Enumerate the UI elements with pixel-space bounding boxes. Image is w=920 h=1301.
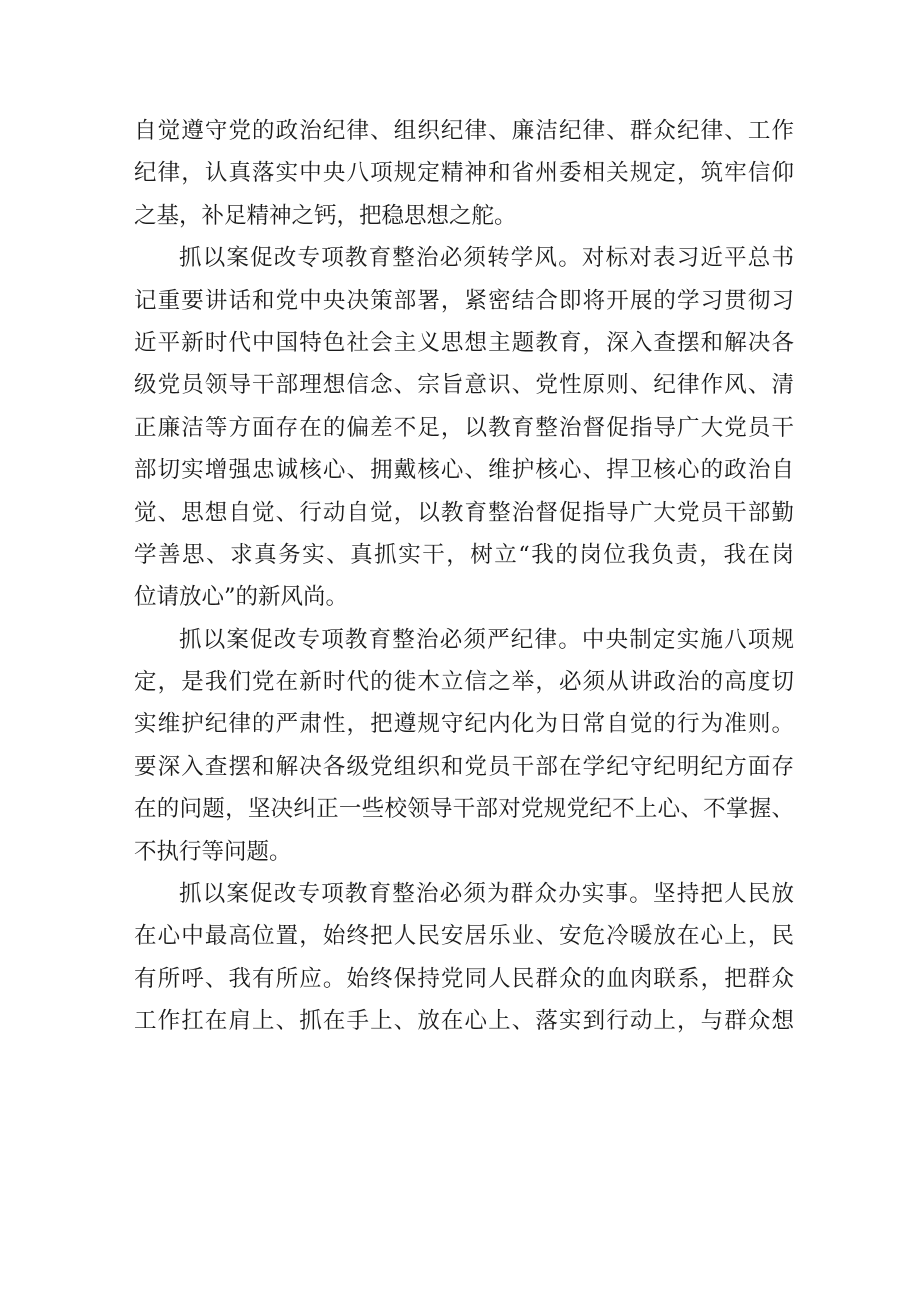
text-line: 自觉遵守党的政治纪律、组织纪律、廉洁纪律、群众纪律、工作 [134, 118, 794, 144]
text-line: 正廉洁等方面存在的偏差不足，以教育整治督促指导广大党员干 [134, 414, 794, 441]
text-line: 要深入查摆和解决各级党组织和党员干部在学纪守纪明纪方面存 [134, 753, 794, 780]
text-line: 抓以案促改专项教育整治必须为群众办实事。坚持把人民放 [179, 881, 794, 908]
text-line: 抓以案促改专项教育整治必须转学风。对标对表习近平总书 [179, 245, 794, 272]
text-line: 位请放心”的新风尚。 [134, 584, 349, 611]
text-line: 在的问题，坚决纠正一些校领导干部对党规党纪不上心、不掌握、 [134, 796, 794, 823]
text-line: 近平新时代中国特色社会主义思想主题教育，深入查摆和解决各 [134, 329, 794, 356]
text-line: 觉、思想自觉、行动自觉，以教育整治督促指导广大党员干部勤 [134, 499, 794, 526]
text-line: 在心中最高位置，始终把人民安居乐业、安危冷暖放在心上，民 [134, 923, 794, 950]
text-line: 抓以案促改专项教育整治必须严纪律。中央制定实施八项规 [179, 626, 794, 653]
text-line: 不执行等问题。 [134, 838, 292, 865]
text-line: 部切实增强忠诚核心、拥戴核心、维护核心、捍卫核心的政治自 [134, 457, 794, 484]
text-line: 学善思、求真务实、真抓实干，树立“我的岗位我负责，我在岗 [134, 541, 794, 568]
text-line: 记重要讲话和党中央决策部署，紧密结合即将开展的学习贯彻习 [134, 287, 794, 314]
paragraph-4 [134, 873, 794, 1043]
text-line: 之基，补足精神之钙，把稳思想之舵。 [134, 202, 517, 229]
text-line: 工作扛在肩上、抓在手上、放在心上、落实到行动上，与群众想 [134, 1008, 794, 1035]
text-line: 纪律，认真落实中央八项规定精神和省州委相关规定，筑牢信仰 [134, 160, 794, 187]
body-text [134, 110, 794, 1043]
text-line: 级党员领导干部理想信念、宗旨意识、党性原则、纪律作风、清 [134, 372, 794, 399]
text-line: 有所呼、我有所应。始终保持党同人民群众的血肉联系，把群众 [134, 965, 794, 992]
paragraph-1 [134, 110, 794, 237]
text-line: 实维护纪律的严肃性，把遵规守纪内化为日常自觉的行为准则。 [134, 711, 794, 738]
paragraph-2 [134, 237, 794, 619]
text-line: 定，是我们党在新时代的徙木立信之举，必须从讲政治的高度切 [134, 669, 794, 696]
paragraph-3 [134, 619, 794, 873]
